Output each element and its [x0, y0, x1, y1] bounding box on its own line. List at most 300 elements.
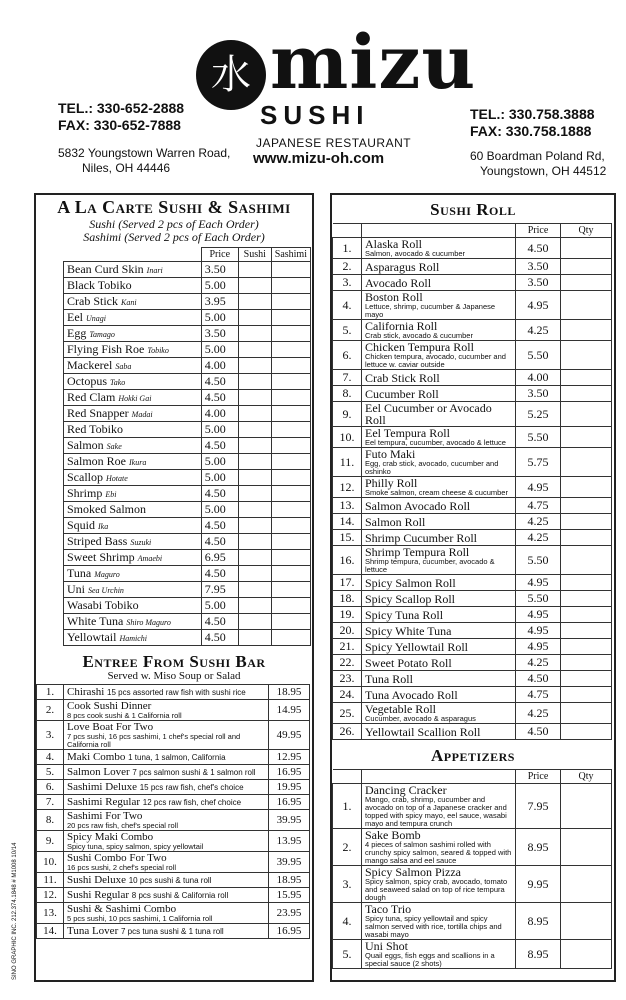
item-number: 14. [37, 924, 64, 939]
sashimi-qty-cell[interactable] [271, 278, 310, 294]
item-name: Sake Bomb [365, 828, 421, 842]
qty-cell[interactable] [561, 903, 612, 940]
item-price: 4.95 [516, 477, 561, 498]
qty-cell[interactable] [561, 477, 612, 498]
sashimi-qty-cell[interactable] [271, 406, 310, 422]
item-description: Shrimp tempura, cucumber, avocado & lettuce [365, 557, 495, 574]
item-number: 9. [333, 402, 362, 427]
right-menu-panel [330, 193, 616, 982]
table-row [333, 607, 612, 623]
table-row [333, 498, 612, 514]
item-name-cell [64, 534, 202, 550]
qty-cell[interactable] [561, 238, 612, 259]
item-number: 1. [333, 784, 362, 829]
item-price: 4.95 [516, 291, 561, 320]
item-name: Shrimp Cucumber Roll [365, 530, 477, 545]
table-row [333, 623, 612, 639]
item-name-cell [64, 795, 269, 810]
qty-cell[interactable] [561, 386, 612, 402]
item-price: 16.95 [269, 795, 310, 810]
item-name-cell [362, 724, 516, 740]
table-row [333, 784, 612, 829]
item-name-cell [64, 831, 269, 852]
item-price: 23.95 [269, 903, 310, 924]
qty-cell[interactable] [561, 448, 612, 477]
item-name: Black Tobiko [67, 278, 132, 292]
sushi-qty-cell[interactable] [238, 422, 271, 438]
qty-cell[interactable] [561, 703, 612, 724]
sashimi-qty-cell[interactable] [271, 342, 310, 358]
item-number: 1. [37, 685, 64, 700]
website-link[interactable]: www.mizu-oh.com [253, 150, 385, 167]
item-price: 4.25 [516, 320, 561, 341]
item-number: 6. [333, 341, 362, 370]
table-row [37, 750, 310, 765]
qty-cell[interactable] [561, 639, 612, 655]
sashimi-qty-cell[interactable] [271, 582, 310, 598]
sashimi-qty-cell[interactable] [271, 422, 310, 438]
sushi-qty-cell[interactable] [238, 326, 271, 342]
sushi-qty-cell[interactable] [238, 502, 271, 518]
item-name-cell [362, 655, 516, 671]
item-name: Eel [67, 310, 83, 324]
header-blank [362, 770, 516, 784]
item-name-cell [64, 406, 202, 422]
item-name-cell [362, 591, 516, 607]
a-la-carte-sashimi-note: Sashimi (Served 2 pcs of Each Order) [83, 230, 265, 244]
item-price: 16.95 [269, 924, 310, 939]
item-name: Asparagus Roll [365, 259, 440, 274]
table-row [37, 903, 310, 924]
sashimi-qty-cell[interactable] [271, 566, 310, 582]
item-number: 11. [37, 873, 64, 888]
a-la-carte-table [63, 247, 311, 646]
item-price: 4.25 [516, 655, 561, 671]
item-name: Sushi & Sashimi Combo [67, 903, 177, 915]
item-number: 4. [333, 291, 362, 320]
item-price: 8.95 [516, 940, 561, 969]
item-number: 23. [333, 671, 362, 687]
item-name-cell [64, 278, 202, 294]
qty-cell[interactable] [561, 724, 612, 740]
table-row [37, 852, 310, 873]
brand-name: mizu [270, 20, 477, 106]
item-price: 4.25 [516, 514, 561, 530]
item-number: 5. [37, 765, 64, 780]
item-name-cell [362, 386, 516, 402]
item-number: 11. [333, 448, 362, 477]
sashimi-qty-cell[interactable] [271, 310, 310, 326]
sushi-qty-cell[interactable] [238, 566, 271, 582]
qty-cell[interactable] [561, 607, 612, 623]
contact-right [470, 106, 606, 179]
sashimi-qty-cell[interactable] [271, 438, 310, 454]
item-name: Striped Bass [67, 534, 128, 548]
item-name-cell [362, 546, 516, 575]
item-price: 4.95 [516, 639, 561, 655]
qty-cell[interactable] [561, 623, 612, 639]
sushi-qty-cell[interactable] [238, 582, 271, 598]
item-price: 39.95 [269, 810, 310, 831]
item-description: 20 pcs raw fish, chef's special roll [67, 821, 179, 830]
sushi-qty-cell[interactable] [238, 598, 271, 614]
item-name-cell [362, 703, 516, 724]
qty-cell[interactable] [561, 671, 612, 687]
sushi-roll-table [332, 223, 612, 740]
sushi-qty-cell[interactable] [238, 310, 271, 326]
item-japanese-name: Sake [106, 442, 122, 451]
entree-subtitle: Served w. Miso Soup or Salad [107, 670, 241, 682]
item-number: 10. [37, 852, 64, 873]
item-number: 25. [333, 703, 362, 724]
sushi-qty-cell[interactable] [238, 374, 271, 390]
sushi-roll-title: Sushi Roll [430, 200, 516, 219]
item-name-cell [64, 518, 202, 534]
item-name: Spicy Scallop Roll [365, 591, 455, 606]
item-name: Tuna [67, 566, 92, 580]
item-description: 7 pcs sushi, 16 pcs sashimi, 1 chef's special roll and California roll [67, 732, 241, 749]
table-row [64, 630, 311, 646]
sashimi-qty-cell[interactable] [271, 550, 310, 566]
item-name-cell [64, 598, 202, 614]
item-price: 8.95 [516, 903, 561, 940]
appetizers-title: Appetizers [431, 746, 515, 765]
item-price: 39.95 [269, 852, 310, 873]
sashimi-qty-cell[interactable] [271, 390, 310, 406]
item-name-cell [64, 700, 269, 721]
item-name-cell [362, 514, 516, 530]
qty-cell[interactable] [561, 370, 612, 386]
qty-cell[interactable] [561, 498, 612, 514]
table-row [333, 238, 612, 259]
table-row [64, 566, 311, 582]
col-sashimi-header: Sashimi [271, 248, 310, 262]
item-name-cell [362, 903, 516, 940]
item-description: Egg, crab stick, avocado, cucumber and oshinko [365, 459, 499, 476]
item-name-cell [64, 888, 269, 903]
sushi-qty-cell[interactable] [238, 518, 271, 534]
item-name: Mackerel [67, 358, 113, 372]
item-japanese-name: Kani [121, 298, 137, 307]
sushi-qty-cell[interactable] [238, 438, 271, 454]
qty-cell[interactable] [561, 866, 612, 903]
item-name: Sweet Potato Roll [365, 655, 452, 670]
col-price-header: Price [516, 770, 561, 784]
contact-left [58, 100, 230, 176]
item-name-cell [64, 810, 269, 831]
item-price: 18.95 [269, 873, 310, 888]
sushi-qty-cell[interactable] [238, 358, 271, 374]
a-la-carte-title: A La Carte Sushi & Sashimi [57, 197, 291, 217]
address-right-line2: Youngstown, OH 44512 [480, 164, 607, 178]
table-row [64, 278, 311, 294]
item-name: Bean Curd Skin [67, 262, 144, 276]
item-name: Philly Roll [365, 476, 418, 490]
item-price: 4.50 [201, 614, 238, 630]
col-price-header: Price [201, 248, 238, 262]
item-description: 4 pieces of salmon sashimi rolled with crunchy spicy salmon, seared & topped with mango salsa and eel sauce [365, 840, 512, 865]
sushi-qty-cell[interactable] [238, 454, 271, 470]
item-name-cell [64, 614, 202, 630]
item-price: 5.25 [516, 402, 561, 427]
item-name-cell [362, 623, 516, 639]
qty-cell[interactable] [561, 530, 612, 546]
item-name: Salmon [67, 438, 104, 452]
sashimi-qty-cell[interactable] [271, 374, 310, 390]
item-name-cell [362, 530, 516, 546]
qty-cell[interactable] [561, 829, 612, 866]
qty-cell[interactable] [561, 427, 612, 448]
item-price: 4.50 [516, 238, 561, 259]
item-japanese-name: Unagi [86, 314, 106, 323]
item-price: 9.95 [516, 866, 561, 903]
sashimi-qty-cell[interactable] [271, 470, 310, 486]
item-name-cell [64, 326, 202, 342]
qty-cell[interactable] [561, 320, 612, 341]
qty-cell[interactable] [561, 514, 612, 530]
item-name-cell [362, 687, 516, 703]
item-number: 17. [333, 575, 362, 591]
item-price: 3.50 [516, 275, 561, 291]
table-row [37, 780, 310, 795]
table-row [333, 703, 612, 724]
table-row [64, 454, 311, 470]
item-price: 5.00 [201, 342, 238, 358]
table-row [64, 422, 311, 438]
item-name: Futo Maki [365, 447, 416, 461]
item-name: Octopus [67, 374, 107, 388]
item-number: 6. [37, 780, 64, 795]
item-name-cell [64, 294, 202, 310]
item-name-cell [362, 370, 516, 386]
item-name: California Roll [365, 319, 438, 333]
item-japanese-name: Inari [146, 266, 163, 275]
item-name: Sashimi For Two [67, 810, 143, 822]
table-row [64, 534, 311, 550]
a-la-carte-sushi-note: Sushi (Served 2 pcs of Each Order) [89, 217, 259, 231]
item-number: 10. [333, 427, 362, 448]
item-price: 4.50 [201, 390, 238, 406]
item-number: 12. [333, 477, 362, 498]
sashimi-qty-cell[interactable] [271, 358, 310, 374]
table-row [333, 275, 612, 291]
table-row [37, 888, 310, 903]
qty-cell[interactable] [561, 575, 612, 591]
item-name: Yellowtail Scallion Roll [365, 724, 481, 739]
table-row [64, 550, 311, 566]
item-japanese-name: Ebi [105, 490, 117, 499]
item-price: 49.95 [269, 721, 310, 750]
item-number: 3. [37, 721, 64, 750]
appetizers-table [332, 769, 612, 969]
table-row [333, 687, 612, 703]
table-row [333, 402, 612, 427]
item-name-cell [64, 750, 269, 765]
item-name: Spicy Tuna Roll [365, 607, 444, 622]
item-name-cell [64, 390, 202, 406]
table-row [333, 386, 612, 402]
item-name-cell [64, 582, 202, 598]
qty-cell[interactable] [561, 546, 612, 575]
item-number: 12. [37, 888, 64, 903]
item-name: Cook Sushi Dinner [67, 700, 152, 712]
item-name-cell [64, 873, 269, 888]
item-name-cell [64, 903, 269, 924]
item-description: Salmon, avocado & cucumber [365, 249, 466, 258]
item-description: 8 pcs sushi & California roll [131, 890, 229, 900]
sushi-qty-cell[interactable] [238, 630, 271, 646]
item-description: Spicy salmon, spicy crab, avocado, tomato and seaweed salad on top of rice tempura dough [365, 877, 508, 902]
header-blank [64, 248, 202, 262]
item-number: 3. [333, 275, 362, 291]
item-number: 13. [37, 903, 64, 924]
item-name: Eel Cucumber or Avocado Roll [365, 401, 492, 427]
item-number: 7. [37, 795, 64, 810]
qty-cell[interactable] [561, 402, 612, 427]
item-name-cell [64, 721, 269, 750]
item-name: Spicy White Tuna [365, 623, 452, 638]
sushi-qty-cell[interactable] [238, 342, 271, 358]
item-number: 4. [37, 750, 64, 765]
table-row [37, 765, 310, 780]
sushi-qty-cell[interactable] [238, 262, 271, 278]
item-japanese-name: Maguro [94, 570, 120, 579]
table-header-row [333, 224, 612, 238]
item-price: 4.25 [516, 703, 561, 724]
table-row [37, 831, 310, 852]
item-number: 2. [333, 829, 362, 866]
qty-cell[interactable] [561, 655, 612, 671]
item-name-cell [362, 448, 516, 477]
item-name-cell [64, 470, 202, 486]
entree-title: Entree From Sushi Bar [82, 652, 266, 671]
item-name: Sweet Shrimp [67, 550, 135, 564]
table-row [333, 546, 612, 575]
item-name-cell [64, 358, 202, 374]
table-row [333, 291, 612, 320]
table-row [333, 341, 612, 370]
item-japanese-name: Madai [131, 410, 153, 419]
sashimi-qty-cell[interactable] [271, 454, 310, 470]
table-row [37, 721, 310, 750]
qty-cell[interactable] [561, 784, 612, 829]
sushi-qty-cell[interactable] [238, 278, 271, 294]
fax-right: FAX: 330.758.1888 [470, 123, 592, 139]
item-name-cell [64, 852, 269, 873]
sashimi-qty-cell[interactable] [271, 518, 310, 534]
item-number: 15. [333, 530, 362, 546]
qty-cell[interactable] [561, 940, 612, 969]
sushi-qty-cell[interactable] [238, 550, 271, 566]
item-description: 1 tuna, 1 salmon, California [128, 752, 226, 762]
item-name: Uni Shot [365, 939, 409, 953]
item-price: 4.50 [516, 724, 561, 740]
item-name-cell [64, 486, 202, 502]
sashimi-qty-cell[interactable] [271, 326, 310, 342]
item-price: 4.75 [516, 687, 561, 703]
sashimi-qty-cell[interactable] [271, 598, 310, 614]
item-number: 2. [37, 700, 64, 721]
item-description: Eel tempura, cucumber, avocado & lettuce [365, 438, 506, 447]
item-name-cell [64, 422, 202, 438]
sushi-qty-cell[interactable] [238, 486, 271, 502]
item-name: Crab Stick [67, 294, 118, 308]
address-left-line1: 5832 Youngstown Warren Road, [58, 146, 231, 160]
item-description: 7 pcs salmon sushi & 1 salmon roll [132, 767, 256, 777]
item-name: Spicy Maki Combo [67, 831, 154, 843]
item-price: 13.95 [269, 831, 310, 852]
item-price: 5.00 [201, 454, 238, 470]
qty-cell[interactable] [561, 275, 612, 291]
table-row [333, 477, 612, 498]
sashimi-qty-cell[interactable] [271, 534, 310, 550]
item-name: Sushi Combo For Two [67, 852, 167, 864]
item-name: Red Clam [67, 390, 116, 404]
table-row [333, 320, 612, 341]
sushi-qty-cell[interactable] [238, 406, 271, 422]
item-number: 19. [333, 607, 362, 623]
sashimi-qty-cell[interactable] [271, 486, 310, 502]
sushi-qty-cell[interactable] [238, 294, 271, 310]
qty-cell[interactable] [561, 591, 612, 607]
item-description: Smoke salmon, cream cheese & cucumber [365, 488, 508, 497]
logo-kanji: 水 [211, 52, 251, 98]
qty-cell[interactable] [561, 687, 612, 703]
item-description: Spicy tuna, spicy yellowtail and spicy salmon served with rice, tortilla chips and wasabi mayo [365, 914, 502, 939]
item-japanese-name: Hotate [106, 474, 128, 483]
item-name-cell [362, 671, 516, 687]
item-price: 4.50 [201, 374, 238, 390]
left-menu-panel [34, 193, 314, 982]
item-name-cell [362, 259, 516, 275]
item-name-cell [64, 924, 269, 939]
sashimi-qty-cell[interactable] [271, 614, 310, 630]
sushi-qty-cell[interactable] [238, 534, 271, 550]
item-name: Spicy Yellowtail Roll [365, 639, 469, 654]
sushi-qty-cell[interactable] [238, 614, 271, 630]
item-price: 3.50 [516, 259, 561, 275]
item-number: 8. [333, 386, 362, 402]
sashimi-qty-cell[interactable] [271, 262, 310, 278]
item-description: Chicken tempura, avocado, cucumber and lettuce w. caviar outside [365, 352, 506, 369]
qty-cell[interactable] [561, 341, 612, 370]
item-name-cell [362, 402, 516, 427]
item-name: Cucumber Roll [365, 386, 439, 401]
sashimi-qty-cell[interactable] [271, 294, 310, 310]
sushi-qty-cell[interactable] [238, 470, 271, 486]
entree-table [36, 684, 310, 939]
item-price: 3.50 [201, 326, 238, 342]
item-name: Tuna Avocado Roll [365, 687, 458, 702]
qty-cell[interactable] [561, 291, 612, 320]
item-number: 18. [333, 591, 362, 607]
item-name: Chirashi [67, 685, 105, 698]
table-row [64, 518, 311, 534]
item-japanese-name: Hamichi [119, 634, 148, 643]
item-japanese-name: Shiro Maguro [126, 618, 171, 627]
sushi-qty-cell[interactable] [238, 390, 271, 406]
item-name-cell [64, 685, 269, 700]
sashimi-qty-cell[interactable] [271, 630, 310, 646]
item-number: 16. [333, 546, 362, 575]
header-blank [333, 770, 362, 784]
item-japanese-name: Ikura [129, 458, 147, 467]
sashimi-qty-cell[interactable] [271, 502, 310, 518]
item-price: 8.95 [516, 829, 561, 866]
item-price: 4.95 [516, 623, 561, 639]
item-name: Eel Tempura Roll [365, 426, 450, 440]
qty-cell[interactable] [561, 259, 612, 275]
